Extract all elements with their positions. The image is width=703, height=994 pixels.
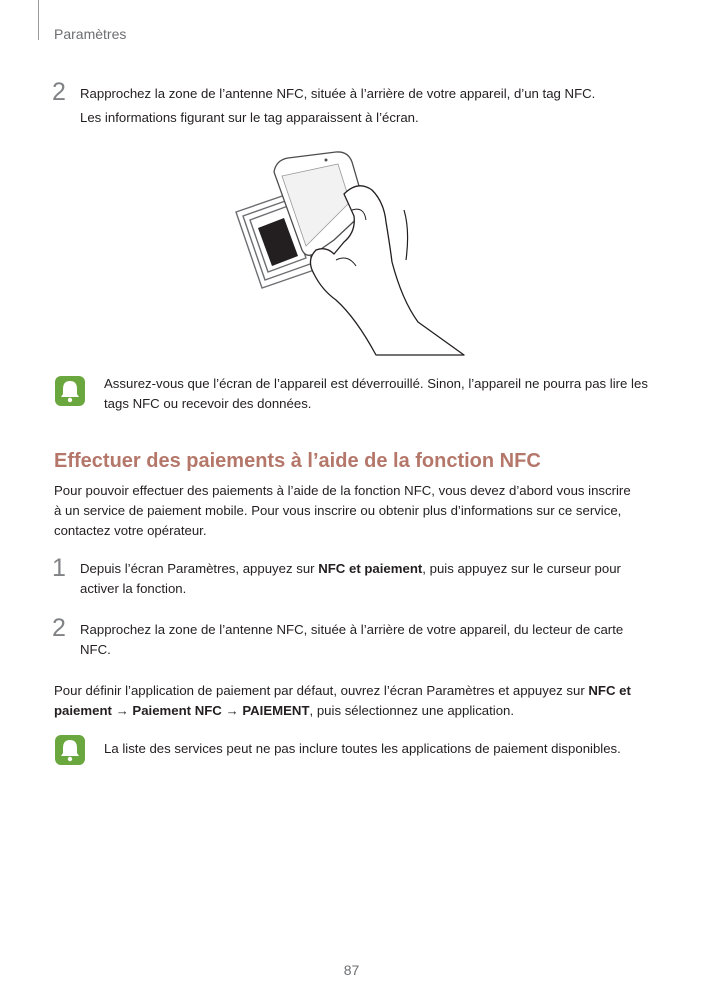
intro-text-line: contactez votre opérateur. — [54, 523, 207, 538]
header-section-title: Paramètres — [54, 26, 127, 42]
note-text-line: La liste des services peut ne pas inclure toutes les applications de paiement disponibles. — [104, 741, 621, 756]
bell-icon — [54, 375, 86, 407]
menu-path-paiement-caps: PAIEMENT — [242, 703, 310, 718]
default-app-text-line — [54, 701, 514, 721]
step-text-line — [80, 559, 621, 579]
step-number: 2 — [52, 78, 66, 106]
header-rule — [38, 0, 39, 40]
default-app-text: Pour définir l’application de paiement par défaut, ouvrez l’écran Paramètres et appuyez sur — [54, 683, 589, 698]
default-app-text-line — [54, 681, 631, 701]
bell-icon — [54, 734, 86, 766]
step-number: 1 — [52, 554, 66, 582]
step-text-line: Rapprochez la zone de l’antenne NFC, située à l’arrière de votre appareil, du lecteur de carte — [80, 622, 624, 637]
menu-path-nfc-et-paiement: NFC et paiement — [318, 561, 423, 576]
step-text-line: activer la fonction. — [80, 581, 187, 596]
intro-text-line: Pour pouvoir effectuer des paiements à l’aide de la fonction NFC, vous devez d’abord vous inscrire — [54, 483, 631, 498]
menu-path-nfc-et: NFC et — [588, 683, 631, 698]
menu-path-paiement: paiement — [54, 703, 112, 718]
note-text-line: tags NFC ou recevoir des données. — [104, 396, 312, 411]
step-text-line: Rapprochez la zone de l’antenne NFC, située à l’arrière de votre appareil, d’un tag NFC. — [80, 86, 596, 101]
default-app-text: , puis sélectionnez une application. — [309, 703, 515, 718]
step-text: Depuis l’écran Paramètres, appuyez sur — [80, 561, 319, 576]
page-number: 87 — [343, 962, 360, 978]
step-text-line: Les informations figurant sur le tag apparaissent à l’écran. — [80, 110, 419, 125]
step-text-line: NFC. — [80, 642, 111, 657]
section-heading: Effectuer des paiements à l’aide de la fonction NFC — [54, 450, 541, 472]
step-number: 2 — [52, 614, 66, 642]
step-text: , puis appuyez sur le curseur pour — [422, 561, 621, 576]
menu-path-paiement-nfc: Paiement NFC — [132, 703, 222, 718]
hand-holding-phone-over-nfc-tag-illustration — [226, 150, 476, 360]
note-text-line: Assurez-vous que l’écran de l’appareil est déverrouillé. Sinon, l’appareil ne pourra pas lire les — [104, 376, 648, 391]
arrow: → — [221, 703, 243, 718]
intro-text-line: à un service de paiement mobile. Pour vous inscrire ou obtenir plus d’informations sur ce service, — [54, 503, 622, 518]
arrow: → — [111, 703, 133, 718]
